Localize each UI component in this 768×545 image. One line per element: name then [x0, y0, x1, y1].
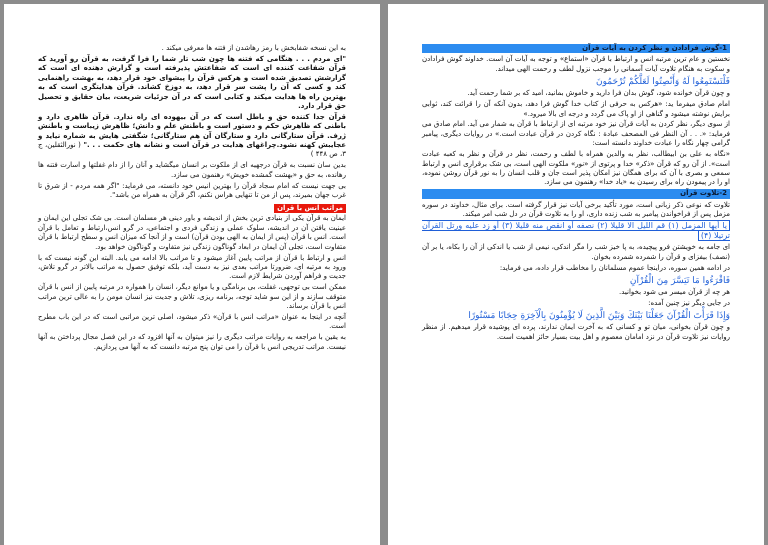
paragraph: بدین سان نسبت به قرآن درجهیه ای از ملکوت بر انسان میگشاید و آنان را از دام غفلتها و اسارت فتنه ها رهانده، به حق و «بهشت گمشده خویش» رهنمون می سازد. [38, 161, 346, 179]
paragraph: در ادامه همین سوره، دراینجا عموم مسلمانان را مخاطب قرار داده، می فرماید: [499, 263, 730, 272]
paragraph: و چون قرآن بخوانی، میان تو و کسانی که به آخرت ایمان ندارند، پرده ای پوشیده قرار میدهیم. از منظر روایات نیز تلاوت قرآن در نزد امامان معصوم و اهل بیت بسیار حائز اهمیت است. [422, 323, 730, 341]
left-page [4, 4, 380, 545]
paragraph: به این نسخه شفابخش با رمز رهاشدن از فتنه ها معرفی میکند . [161, 44, 346, 52]
paragraph: انس و ارتباط با قرآن از مراتب پایین آغاز میشود و تا مراتب بالا ادامه می یابد. البته این گونه نیست که با ورود به مرتبه ای، ضرورتا مراتب بعدی نیز به دست آید، بلکه توفیق حصول به مراتب بالاتر در گرو تلاش، جدیت و فراهم آوردن شرایط لازم است. [38, 253, 346, 281]
paragraph: بی جهت نیست که امام سجاد قرآن را بهترین انیس خود دانسته، می فرماید: "اگر همه مردم - از شرق تا غرب جهان بمیرند، پس از من تا تنهایی هراس نکنم، اگر قرآن به همراه من باشد". [38, 181, 346, 200]
paragraph-bold: قرآن جدا کننده حق و باطل است که در آن بیهوده ای راه ندارد. قرآن ظاهری دارد و باطنی که ظاهرش حکم و دستور است و باطنش علم و دانش؛ ظاهرش زیباست و باطنش ژرف. قرآن ستارگانی دارد و ستارگان آن هم ستارگانی؛ شگفتی هایش به شماره نیاید و عجایبش کهنه نشود.چراغهای هدایت در قرآن است و نشانه های حکمت . . ." [38, 112, 346, 150]
quran-verse: فَلْتَسْتَمِعُوا لَهُ وَأَنْصِتُوا لَعَلَّكُمْ تُرْحَمُونَ [596, 76, 730, 87]
paragraph: «نگاه به علی بن ابیطالب، نظر به والدین همراه با لطف و رحمت، نظر در قرآن و نظر به کعبه عبادت است». از آن رو که قرآن «ذکر» خدا و پرتوی از «نور» ملکوت الهی است، بی شک برقراری انس و ارتباط سمعی و بصری با آن که برای همگان نیز امکان پذیر است جان و قلب انسان را به نور قرآن روشن نموده، او را در پیمودن راه برای رسیدن به «یاد خدا» رهنمون می سازد. [422, 150, 730, 187]
paragraph: هر چه از قرآن میسر می شود بخوانید. [619, 288, 730, 297]
paragraph: ای جامه به خویشتن فرو پیچیده، به پا خیز شب را مگر اندکی، نیمی از شب یا اندکی از آن را بکاه، یا بر آن (نصف) بیفزای و قرآن را شمرده شمرده بخوان. [422, 243, 730, 261]
section-heading: 2-تلاوت قرآن [422, 189, 730, 198]
paragraph: امام صادق میفرما ید: «هرکس به حرفی از کتاب خدا گوش فرا دهد، بدون آنکه آن را قرائت کند، ثوابی برایش نوشته میشود و گناهی از او پاک می گردد و درجه ای بالا میرود.» [422, 100, 730, 118]
quran-verse: وَإِذَا قَرَأْتَ الْقُرْآنَ جَعَلْنَا بَيْنَكَ وَبَيْنَ الَّذِينَ لَا يُؤْمِنُونَ بِالْآخِرَةِ حِجَابًا مَسْتُورًا [468, 310, 730, 321]
paragraph: و چون قرآن خوانده شود، گوش بدان فرا دارید و خاموش بمانید، امید که بر شما رحمت آید. [467, 89, 730, 98]
section-heading: مراتب انس با قرآن [274, 204, 346, 213]
paragraph-bold: "ای مردم . . . هنگامی که فتنه ها چون شب تار شما را فرا گرفت، به قرآن رو آورید که قرآن شفاعت کننده ای است که شفاعتش پذیرفته است و گزارش دهنده ای است که گزارشش تصدیق شده است و هرکس قرآن را پیشوای خود قرار دهد، به بهشت راهنمایی کند و کسی که آن را پشت سر قرار دهد، به دوزخ کشاند. قرآن هدایتگری است که به بهترین راه ها هدایت میکند و کتابی است که در آن جزئیات شریعت، بیان حقایق و تحصیل حق قرار دارد. [38, 54, 346, 110]
section-heading: 1-گوش فرادادن و نظر کردن به آیات قرآن [422, 44, 730, 53]
paragraph: نخستین و عام ترین مرتبه انس و ارتباط با قرآن «استماع» و توجه به آیات آن است. خداوند گوش فرادادن و سکوت به هنگام تلاوت آیات آسمانی را موجب نزول لطف و رحمت الهی میداند. [422, 55, 730, 73]
right-page-text [422, 44, 730, 344]
right-page [388, 4, 764, 545]
footnote: ( نورالثقلین، ج ۳، ص ۴۴۸ ) [38, 141, 346, 159]
quran-verse-box: یا أیها المزمل (۱) قم اللیل الا قلیلا (۲) نصفه أو انقص منه قلیلا (۳) أو زد علیه ورتل القرآن ترتیلا (۴) [422, 221, 730, 241]
paragraph: به یقین با مراجعه به روایات مراتب دیگری را نیز میتوان به آنها افزود که در این فصل مجال پرداختن به آنها نیست. مراتب تدریجی انس با قرآن را می توان پنج مرتبه دانست که به آنها می پردازیم. [38, 333, 346, 351]
quran-verse: فَاقْرَءُوا مَا تَيَسَّرَ مِنَ الْقُرْآنِ [629, 275, 730, 286]
paragraph: تلاوت که نوعی ذکر زبانی است، مورد تأکید برخی آیات نیز قرار گرفته است. برای مثال، خداوند در سوره مزمل پس از فراخواندن پیامبر به شب زنده داری، او را به تلاوت قرآن در دل شب امر میکند. [422, 200, 730, 219]
paragraph: در جایی دیگر نیز چنین آمده: [648, 298, 730, 307]
paragraph: از سوی دیگر، نظر کردن به آیات قرآن نیز خود مرتبه ای از ارتباط با قرآن به شمار می آید. امام صادق می فرماید: «. . . آن النظر فی المصحف عبادة : نگاه کردن در قرآن عبادت است.» در روایات دیگری، پیامبر گرامی چهار نگاه را عبادت خداوند دانسته است: [422, 120, 730, 148]
paragraph: ایمان به قرآن یکی از بنیادی ترین بخش از اندیشه و باور دینی هر مسلمان است. بی شک تجلی این ایمان و عینیت یافتن آن در اندیشه، سلوک عملی و زندگی فردی و اجتماعی، در گرو انس،ارتباط و تعامل با قرآن است. انس با قرآن (پس از ایمان به الهی بودن قرآن) است و از آنجا که میزان انس و سطح ارتباط با قرآن متفاوت است، تجلی آن ایمان در ابعاد گوناگون زندگی نیز متفاوت و گوناگون خواهد بود. [38, 214, 346, 251]
paragraph: آنچه در اینجا به عنوان «مراتب انس با قرآن» ذکر میشود، اصلی ترین مراتبی است که در این باب مطرح است. [38, 312, 346, 331]
left-page-text [38, 44, 346, 354]
paragraph: ممکن است بی توجهی، غفلت، بی برنامگی و یا موانع دیگر، انسان را همواره در مرتبه پایین از انس با قرآن متوقف سازند و از این سو شاید توجه، برنامه ریزی، تلاش و جدیت نیز انسان مومن را به عالی ترین مراتب انس با قرآن برساند. [38, 283, 346, 311]
